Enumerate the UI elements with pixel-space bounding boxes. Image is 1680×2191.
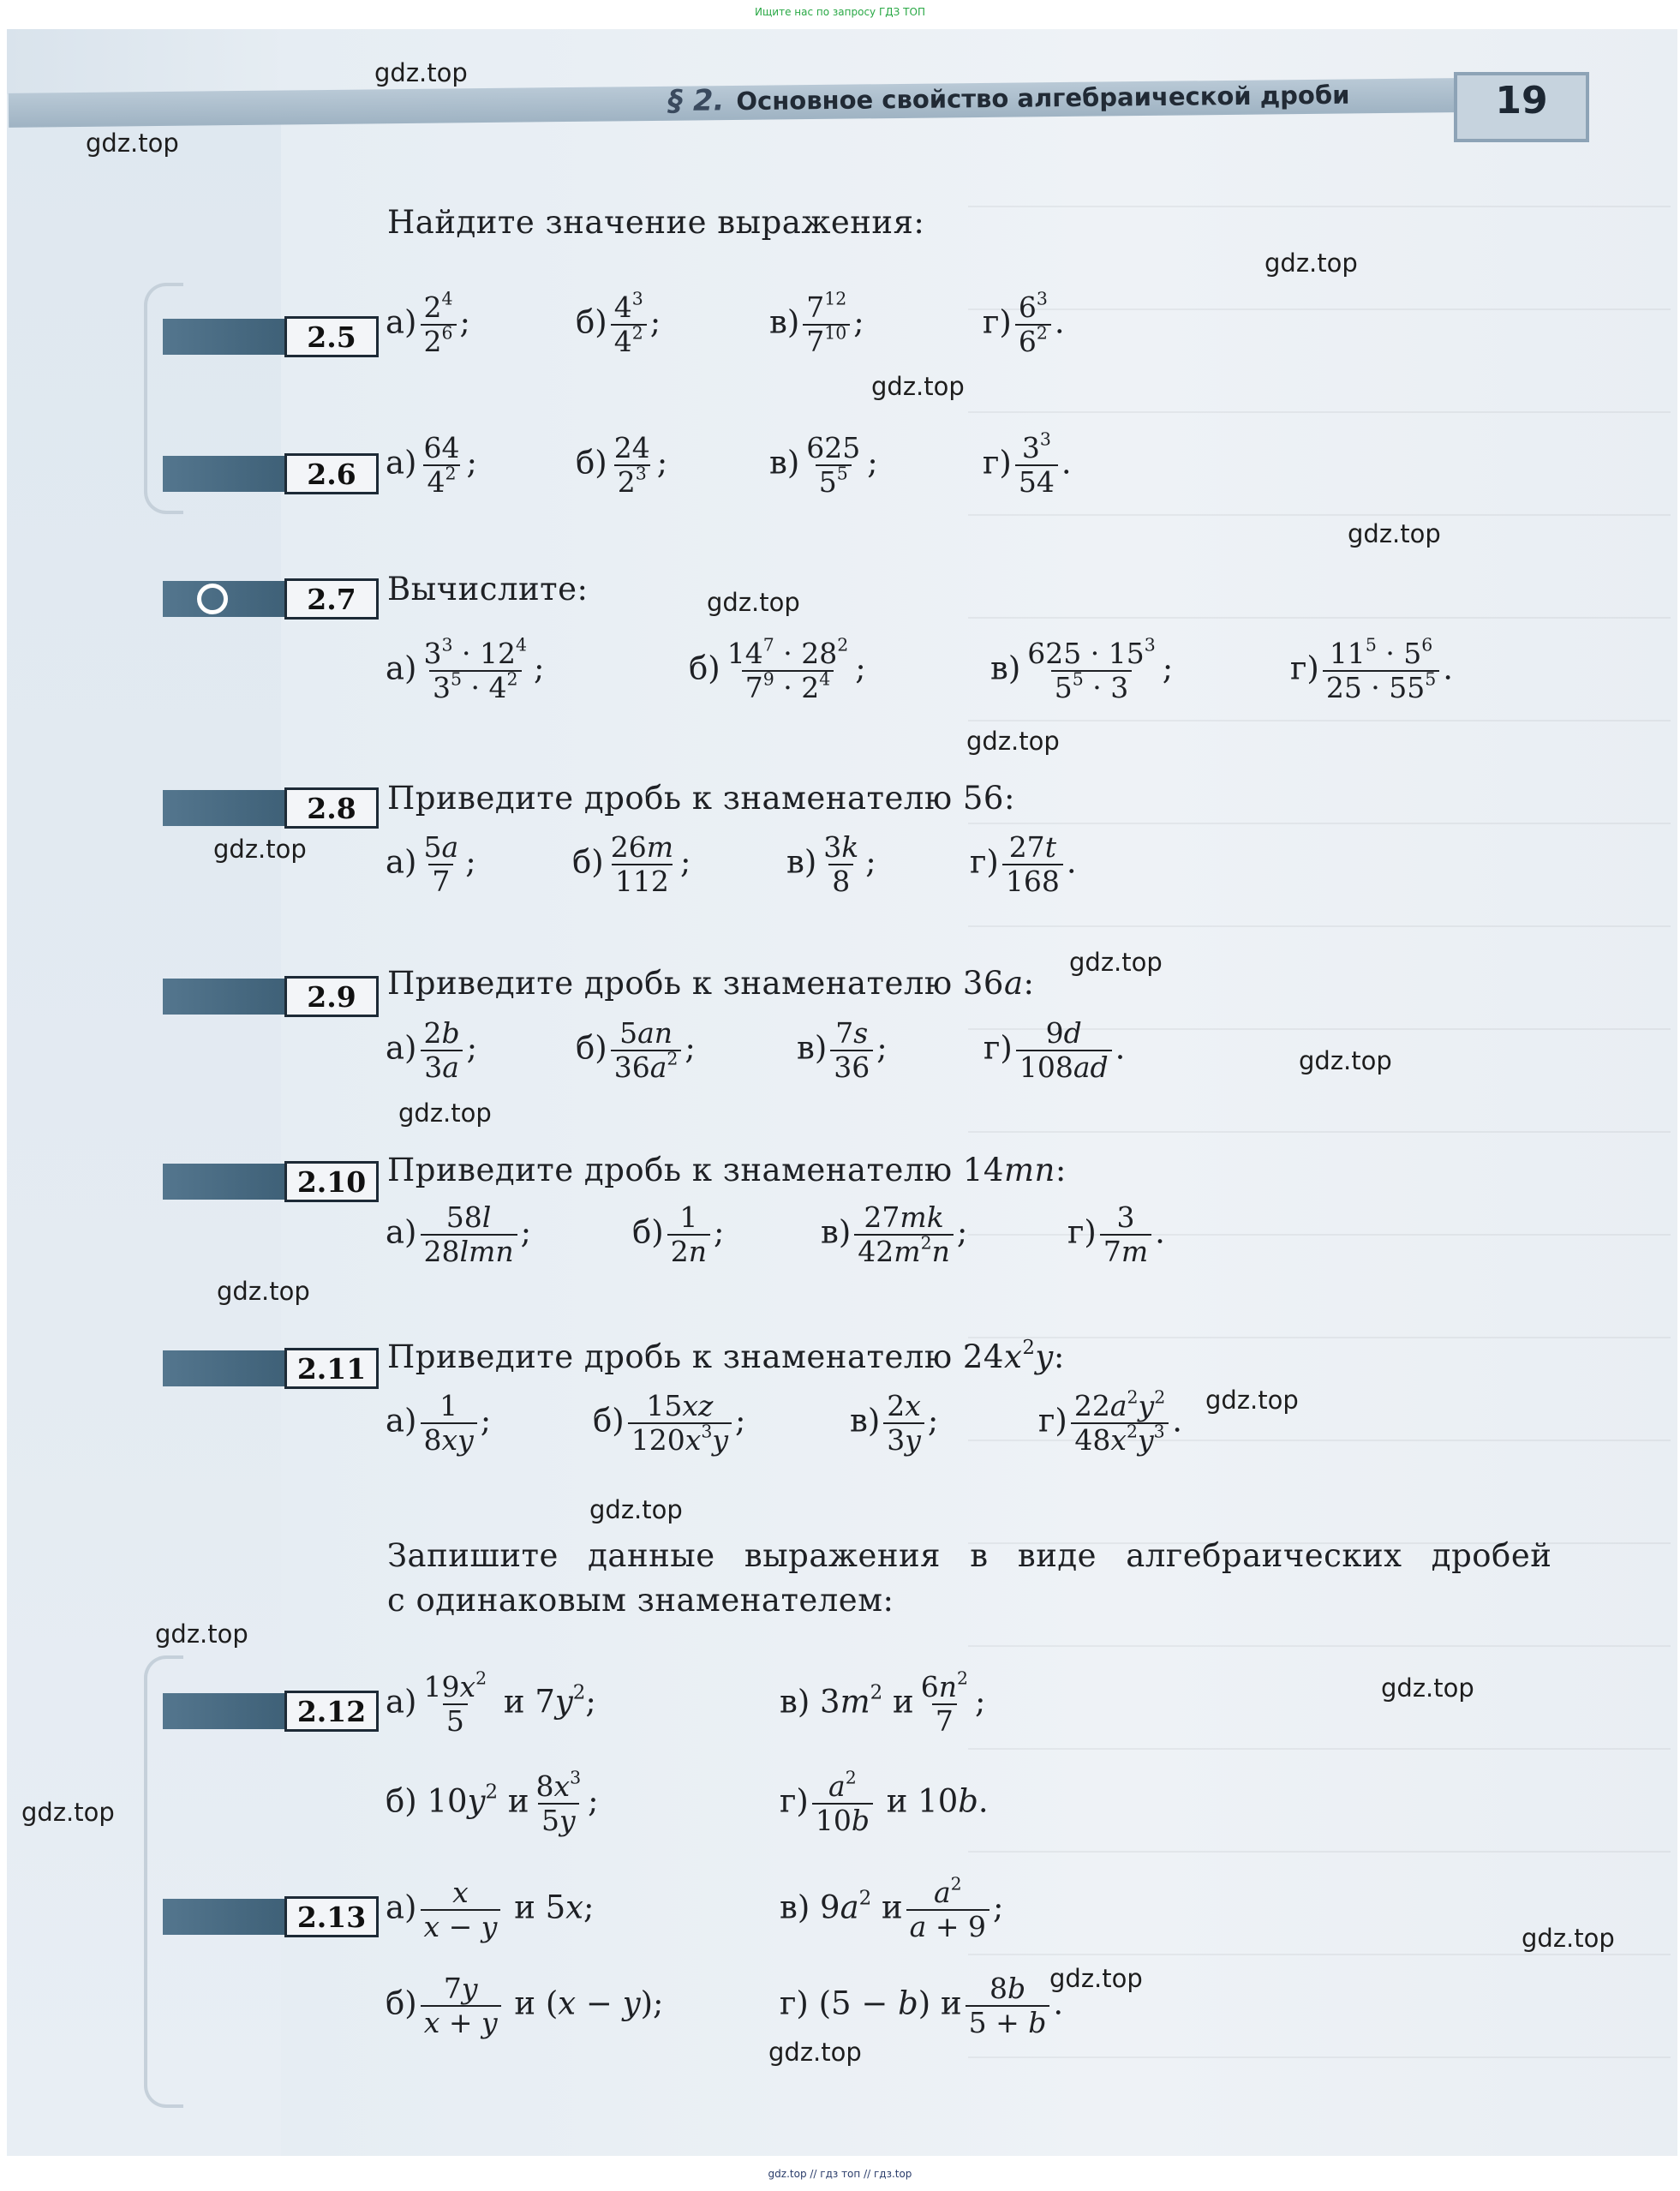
problem-2-9-v: в) $\frac{7s}{36}$ ;	[797, 1016, 888, 1084]
conjunction: и	[940, 1984, 962, 2022]
problem-bar	[163, 1350, 377, 1386]
watermark: gdz.top	[1069, 948, 1163, 977]
section-mark: § 2.	[667, 83, 725, 118]
fraction: $\frac{8x^3}{5y}$	[535, 1767, 582, 1837]
fraction: $\frac{64}{4^2}$	[423, 431, 460, 499]
problem-2-9-g: г) $\frac{9d}{108ad}$ .	[983, 1016, 1126, 1084]
problem-2-9-b: б) $\frac{5an}{36a^2}$ ;	[576, 1016, 696, 1084]
watermark: gdz.top	[1264, 248, 1358, 278]
conjunction: и	[893, 1683, 914, 1721]
item-label: в)	[780, 1683, 810, 1721]
item-label: в)	[780, 1889, 810, 1926]
item-label: а)	[386, 1029, 417, 1067]
item-label: в)	[797, 1029, 828, 1067]
item-label: а)	[386, 1402, 417, 1440]
fraction: $\frac{2x}{3y}$	[883, 1390, 924, 1457]
item-label: в)	[990, 650, 1021, 687]
conjunction: и	[886, 1782, 908, 1820]
problem-2-7-a: а) $\frac{3^3 \cdot 12^4}{3^5 \cdot 4^2}$ ;	[386, 634, 545, 704]
fraction: $\frac{58l}{\text{28lmn}}$	[421, 1201, 517, 1268]
item-label: г)	[780, 1782, 809, 1820]
conjunction: и	[503, 1683, 525, 1721]
item-label: б)	[689, 650, 720, 687]
watermark: gdz.top	[768, 2038, 862, 2067]
fraction: $\frac{7y}{x + y}$	[421, 1972, 501, 2039]
problem-2-8-a: а) $\frac{5a}{7}$ ;	[386, 830, 476, 898]
problem-2-13-a: а) $\frac{x}{x - y}$ и 5x;	[386, 1876, 595, 1943]
problem-2-7-g: г) $\frac{11^5 \cdot 5^6}{25 \cdot 55^5}$ .	[1290, 634, 1454, 704]
watermark: gdz.top	[155, 1619, 248, 1649]
item-label: в)	[769, 444, 800, 482]
problem-2-12-g: г) $\frac{a^2}{10b}$ и 10b.	[780, 1767, 989, 1837]
page-number: 19	[1495, 79, 1548, 123]
item-label: б)	[576, 303, 607, 341]
problem-2-8-v: в) $\frac{3k}{8}$ ;	[786, 830, 876, 898]
instruction-reduce-36a: Приведите дробь к знаменателю 36a:	[387, 965, 1035, 1002]
problem-number: 2.12	[284, 1691, 379, 1732]
fraction: $\frac{3^3}{54}$	[1015, 432, 1058, 499]
instruction-same-denominator-line1: Запишите данные выражения в виде алгебраических дробей	[387, 1537, 1552, 1574]
watermark: gdz.top	[1348, 519, 1441, 548]
fraction: $\frac{15xz}{120x^3y}$	[628, 1390, 732, 1457]
fraction: $\frac{3^3 \cdot 12^4}{3^5 \cdot 4^2}$	[423, 634, 527, 704]
conjunction: и	[514, 1984, 536, 2022]
problem-bar	[163, 790, 377, 826]
item-label: а)	[386, 1213, 417, 1251]
item-label: г)	[983, 1029, 1013, 1067]
item-label: в)	[786, 843, 817, 881]
fraction: $\frac{8b}{5 + b}$	[966, 1972, 1050, 2039]
top-note: Ищите нас по запросу ГДЗ ТОП	[755, 6, 925, 18]
problem-bar	[163, 979, 377, 1015]
fraction: $\frac{24}{2^3}$	[613, 431, 650, 499]
instruction-same-denominator-line2: с одинаковым знаменателем:	[387, 1582, 894, 1619]
fraction: $\frac{7s}{36}$	[830, 1017, 873, 1084]
fraction: $\frac{14^7 \cdot 28^2}{7^9 \cdot 2^4}$	[726, 634, 849, 704]
conjunction: и	[507, 1782, 529, 1820]
problem-2-11-a: а) $\frac{1}{8xy}$ ;	[386, 1389, 492, 1457]
problem-2-13-v: в) $9a^2$ и $\frac{a^2}{a + 9}$ ;	[780, 1873, 1004, 1943]
item-label: в)	[850, 1402, 881, 1440]
problem-2-5-b: б) $\frac{4^3}{4^2}$ ;	[576, 288, 661, 358]
item-label: г)	[1038, 1402, 1067, 1440]
item-label: а)	[386, 650, 417, 687]
problem-2-6-v: в) $\frac{625}{5^5}$ ;	[769, 431, 878, 499]
problem-2-11-b: б) $\frac{15xz}{120x^3y}$ ;	[593, 1389, 746, 1457]
item-label: г)	[970, 843, 999, 881]
fraction: $\frac{5an}{36a^2}$	[611, 1017, 682, 1084]
item-label: а)	[386, 303, 417, 341]
problem-2-7-b: б) $\frac{14^7 \cdot 28^2}{7^9 \cdot 2^4}$ ;	[689, 634, 866, 704]
instruction-compute: Вычислите:	[387, 571, 589, 608]
item-label: г)	[1290, 650, 1319, 687]
fraction: $\frac{x}{x - y}$	[421, 1877, 501, 1943]
fraction: $\frac{2b}{3a}$	[421, 1017, 463, 1084]
fraction: $\frac{19x^2}{5}$	[423, 1667, 487, 1738]
item-label: а)	[386, 843, 417, 881]
fraction: $\frac{6^3}{6^2}$	[1015, 291, 1051, 358]
item-label: б)	[572, 843, 604, 881]
fraction: $\frac{9d}{108ad}$	[1016, 1017, 1112, 1084]
watermark: gdz.top	[21, 1798, 115, 1827]
problem-2-6-g: г) $\frac{3^3}{54}$ .	[983, 428, 1072, 499]
problem-2-11-v: в) $\frac{2x}{3y}$ ;	[850, 1389, 939, 1457]
fraction: $\frac{1}{8xy}$	[421, 1390, 477, 1457]
problem-2-10-a: а) $\frac{58l}{\text{28lmn}}$ ;	[386, 1200, 532, 1268]
problem-number: 2.7	[284, 578, 379, 620]
item-label: б)	[593, 1402, 625, 1440]
problem-2-10-v: в) $\frac{27mk}{42m^2n}$ ;	[821, 1200, 968, 1268]
problem-2-11-g: г) $\frac{22a^2y^2}{48x^2y^3}$ .	[1038, 1386, 1182, 1457]
item-label: г)	[1067, 1213, 1097, 1251]
problem-number: 2.8	[284, 787, 379, 829]
problem-2-8-g: г) $\frac{27t}{168}$ .	[970, 830, 1077, 898]
item-label: а)	[386, 1683, 417, 1721]
fraction: $\frac{11^5 \cdot 5^6}{25 \cdot 55^5}$	[1323, 638, 1439, 704]
problem-bar	[163, 456, 377, 492]
watermark: gdz.top	[589, 1495, 683, 1524]
problem-2-12-b: б) $10y^2$ и $\frac{8x^3}{5y}$ ;	[386, 1767, 599, 1837]
problem-number: 2.10	[284, 1161, 379, 1202]
watermark: gdz.top	[1299, 1046, 1392, 1075]
item-label: г)	[983, 303, 1012, 341]
watermark: gdz.top	[1522, 1924, 1615, 1953]
item-label: в)	[821, 1213, 852, 1251]
problem-2-10-g: г) $\frac{3}{7m}$ .	[1067, 1200, 1165, 1268]
fraction: $\frac{625 \cdot 15^3}{5^5 \cdot 3}$	[1027, 634, 1156, 704]
bleed-through-text	[968, 206, 1671, 2108]
problem-number: 2.13	[284, 1896, 379, 1937]
problem-bar	[163, 581, 377, 617]
problem-2-10-b: б) $\frac{1}{2n}$ ;	[632, 1200, 725, 1268]
fraction: $\frac{625}{5^5}$	[806, 431, 861, 499]
problem-number: 2.11	[284, 1348, 379, 1389]
item-label: б)	[632, 1213, 664, 1251]
section-title-text: Основное свойство алгебраической дроби	[736, 80, 1350, 117]
problem-2-5-g: г) $\frac{6^3}{6^2}$ .	[983, 288, 1065, 358]
item-label: а)	[386, 1889, 417, 1926]
item-label: б)	[386, 1782, 417, 1820]
conjunction: и	[514, 1889, 535, 1926]
conjunction: и	[882, 1889, 903, 1926]
watermark: gdz.top	[1205, 1386, 1299, 1415]
fraction: $\frac{6n^2}{7}$	[920, 1667, 968, 1738]
instruction-text: Приведите дробь к знаменателю 14	[387, 1152, 1004, 1188]
problem-2-8-b: б) $\frac{26m}{112}$ ;	[572, 830, 691, 898]
fraction: $\frac{22a^2y^2}{48x^2y^3}$	[1071, 1390, 1169, 1457]
fraction: $\frac{26m}{112}$	[610, 830, 674, 898]
problem-2-13-b: б) $\frac{7y}{x + y}$ и (x − y);	[386, 1972, 664, 2039]
watermark: gdz.top	[374, 58, 468, 87]
item-label: б)	[576, 1029, 607, 1067]
bottom-note: gdz.top // гдз топ // гдз.top	[768, 2168, 912, 2180]
watermark: gdz.top	[1381, 1673, 1474, 1703]
instruction-text: Приведите дробь к знаменателю 36	[387, 965, 1004, 1002]
fraction: $\frac{a^2}{a + 9}$	[906, 1877, 989, 1943]
problem-2-5-v: в) $\frac{7^{12}}{7^{10}}$ ;	[769, 288, 864, 358]
fraction: $\frac{5a}{7}$	[423, 830, 459, 898]
fraction: $\frac{a^2}{10b}$	[812, 1770, 873, 1837]
fraction: $\frac{4^3}{4^2}$	[611, 291, 647, 358]
watermark: gdz.top	[1049, 1964, 1143, 1993]
watermark: gdz.top	[707, 588, 800, 617]
problem-number: 2.5	[284, 316, 379, 357]
fraction: $\frac{27mk}{42m^2n}$	[854, 1201, 954, 1268]
watermark: gdz.top	[217, 1277, 310, 1306]
item-label: г)	[983, 444, 1012, 482]
fraction: $\frac{3k}{8}$	[823, 830, 859, 898]
item-label: г)	[780, 1984, 809, 2022]
watermark: gdz.top	[213, 835, 307, 864]
item-label: а)	[386, 444, 417, 482]
problem-number: 2.9	[284, 976, 379, 1017]
problem-2-12-a: а) $\frac{19x^2}{5}$ и $7y^2$;	[386, 1667, 596, 1738]
item-label: в)	[769, 303, 800, 341]
instruction-reduce-14mn: Приведите дробь к знаменателю 14mn:	[387, 1152, 1067, 1188]
fraction: $\frac{1}{2n}$	[667, 1201, 710, 1268]
watermark: gdz.top	[966, 727, 1060, 756]
problem-2-12-v: в) $3m^2$ и $\frac{6n^2}{7}$ ;	[780, 1667, 986, 1738]
circle-icon	[197, 584, 228, 614]
problem-2-6-b: б) $\frac{24}{2^3}$ ;	[576, 431, 668, 499]
instruction-reduce-24x2y: Приведите дробь к знаменателю $24x^2y$:	[387, 1336, 1065, 1375]
problem-number: 2.6	[284, 453, 379, 494]
problem-2-13-g: г) (5 − b) и $\frac{8b}{5 + b}$ .	[780, 1972, 1064, 2039]
problem-2-6-a: а) $\frac{64}{4^2}$ ;	[386, 431, 477, 499]
problem-bar	[163, 319, 377, 355]
item-label: б)	[576, 444, 607, 482]
fraction: $\frac{27t}{168}$	[1002, 831, 1063, 898]
problem-2-9-a: а) $\frac{2b}{3a}$ ;	[386, 1016, 478, 1084]
watermark: gdz.top	[86, 129, 179, 158]
problem-bar	[163, 1164, 377, 1200]
problem-2-5-a: а) $\frac{2^4}{2^6}$ ;	[386, 288, 470, 358]
fraction: $\frac{2^4}{2^6}$	[421, 291, 457, 358]
instruction-find-value: Найдите значение выражения:	[387, 204, 925, 241]
fraction: $\frac{7^{12}}{7^{10}}$	[803, 291, 850, 358]
watermark: gdz.top	[398, 1098, 492, 1128]
problem-2-7-v: в) $\frac{625 \cdot 15^3}{5^5 \cdot 3}$ ;	[990, 634, 1174, 704]
instruction-text: Приведите дробь к знаменателю 24	[387, 1338, 1004, 1375]
instruction-reduce-56: Приведите дробь к знаменателю 56:	[387, 780, 1015, 817]
watermark: gdz.top	[871, 372, 965, 401]
item-label: б)	[386, 1984, 417, 2022]
problem-bar	[163, 1899, 377, 1935]
section-title	[668, 77, 1350, 118]
fraction: $\frac{3}{7m}$	[1100, 1201, 1151, 1268]
problem-bar	[163, 1693, 377, 1729]
